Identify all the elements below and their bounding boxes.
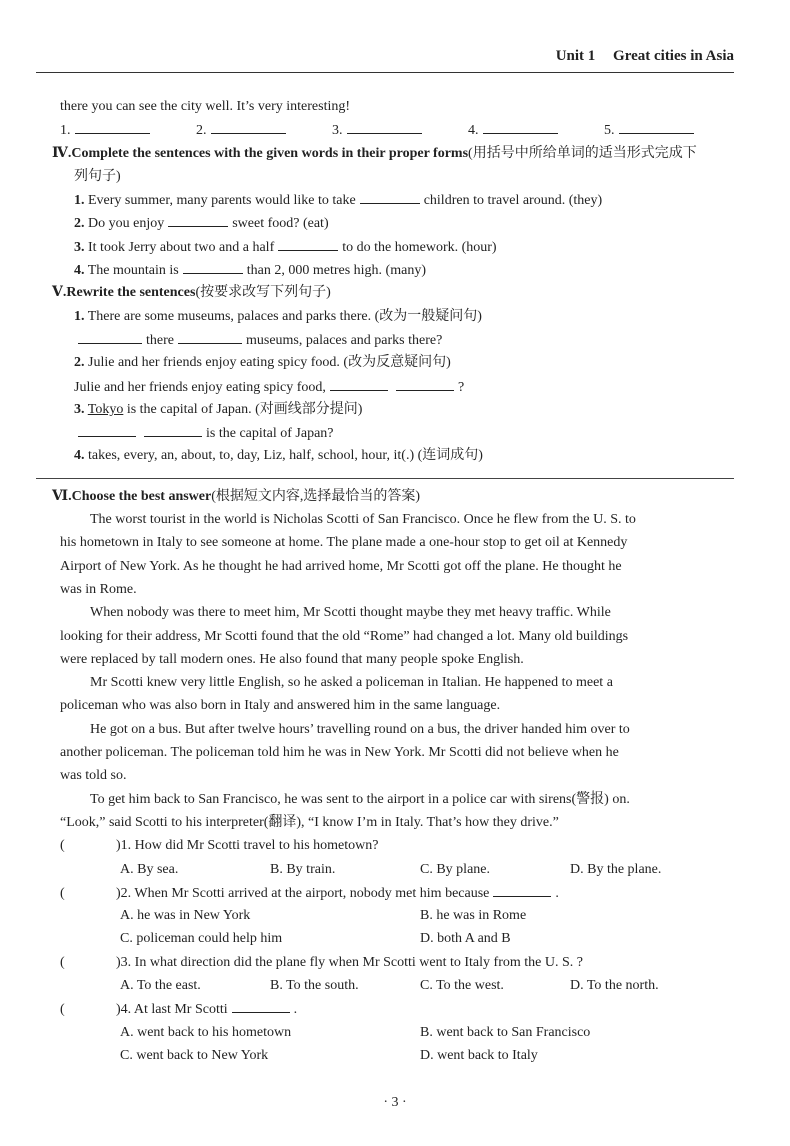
option[interactable]: D. To the north.	[570, 977, 659, 993]
answer-slot: 3.	[332, 118, 468, 141]
passage-line: The worst tourist in the world is Nicholas Scotti of San Francisco. Once he flew from the U. S. to	[90, 512, 636, 528]
section-5-heading: Ⅴ.Rewrite the sentences(按要求改写下列句子)	[52, 285, 331, 301]
question-4-options	[60, 1044, 740, 1067]
blank[interactable]	[396, 375, 454, 391]
s5-q3: 3. Tokyo is the capital of Japan. (对画线部分提问)	[74, 401, 363, 417]
blank[interactable]	[330, 375, 388, 391]
question-2-options	[60, 927, 740, 950]
blank[interactable]	[278, 235, 338, 251]
blank[interactable]	[360, 188, 420, 204]
blank[interactable]	[183, 258, 243, 274]
option[interactable]: B. he was in Rome	[420, 908, 527, 924]
option[interactable]: A. went back to his hometown	[120, 1024, 292, 1040]
question-2: ( )2. When Mr Scotti arrived at the airport, nobody met him because .	[60, 881, 740, 904]
blank[interactable]	[493, 881, 551, 897]
option[interactable]: A. To the east.	[120, 977, 201, 993]
unit-title: Great cities in Asia	[613, 48, 734, 64]
blank[interactable]	[178, 328, 242, 344]
passage-line: To get him back to San Francisco, he was sent to the airport in a police car with sirens(警报) on.	[90, 791, 630, 807]
option[interactable]: B. By train.	[270, 861, 336, 877]
option[interactable]: D. By the plane.	[570, 861, 662, 877]
option[interactable]: D. went back to Italy	[420, 1047, 538, 1063]
page-number: · 3 ·	[383, 1095, 407, 1110]
content	[52, 95, 740, 1067]
blank[interactable]	[168, 211, 228, 227]
question-1-options	[60, 858, 740, 881]
answer-blank[interactable]	[483, 118, 558, 134]
answer-paren[interactable]: (	[60, 954, 65, 970]
answer-blank[interactable]	[619, 118, 694, 134]
option[interactable]: C. By plane.	[420, 861, 490, 877]
answer-line	[36, 478, 734, 479]
s5-q2-answer: Julie and her friends enjoy eating spicy food, ?	[60, 375, 740, 398]
answer-slot: 5.	[604, 118, 740, 141]
s5-q3-answer: is the capital of Japan?	[60, 421, 740, 444]
option[interactable]: B. went back to San Francisco	[420, 1024, 591, 1040]
passage-line: When nobody was there to meet him, Mr Scotti thought maybe they met heavy traffic. While	[90, 605, 611, 621]
section-4-heading-cont: 列句子)	[74, 168, 121, 184]
option[interactable]: C. went back to New York	[120, 1047, 269, 1063]
question-3-options	[60, 974, 740, 997]
passage-line: policeman who was also born in Italy and answered him in the same language.	[60, 698, 501, 714]
option[interactable]: C. policeman could help him	[120, 931, 283, 947]
answer-paren[interactable]: (	[60, 838, 65, 854]
answer-slot: 4.	[468, 118, 604, 141]
option[interactable]: B. To the south.	[270, 977, 359, 993]
s4-item-3: 3. It took Jerry about two and a half to do the homework. (hour)	[60, 235, 740, 258]
passage-line: was told so.	[60, 768, 127, 784]
passage-line: another policeman. The policeman told him he was in New York. Mr Scotti did not believe when he	[60, 745, 619, 761]
unit-label: Unit 1	[555, 48, 596, 64]
passage-line: Mr Scotti knew very little English, so he asked a policeman in Italian. He happened to meet a	[90, 675, 613, 691]
answer-blank[interactable]	[347, 118, 422, 134]
option[interactable]: C. To the west.	[420, 977, 504, 993]
answer-slot: 1.	[60, 118, 196, 141]
question-3: ( )3. In what direction did the plane fly when Mr Scotti went to Italy from the U. S. ?	[60, 951, 740, 974]
answer-blank[interactable]	[211, 118, 286, 134]
s5-q4: 4. takes, every, an, about, to, day, Liz, half, school, hour, it(.) (连词成句)	[74, 448, 483, 464]
blank[interactable]	[78, 328, 142, 344]
top-line: there you can see the city well. It’s very interesting!	[60, 99, 351, 114]
question-1: ( )1. How did Mr Scotti travel to his hometown?	[60, 834, 740, 857]
section-6-heading: Ⅵ.Choose the best answer(根据短文内容,选择最恰当的答案)	[52, 488, 421, 504]
passage-line: was in Rome.	[60, 581, 137, 597]
blank[interactable]	[232, 997, 290, 1013]
s4-item-2: 2. Do you enjoy sweet food? (eat)	[60, 211, 740, 234]
passage-line: his hometown in Italy to see someone at home. The plane made a one-hour stop to get oil at Kennedy	[60, 535, 628, 551]
option[interactable]: A. By sea.	[120, 861, 179, 877]
question-4-options	[60, 1021, 740, 1044]
question-4: ( )4. At last Mr Scotti .	[60, 997, 740, 1020]
page-header	[36, 48, 734, 73]
option[interactable]: D. both A and B	[420, 931, 511, 947]
answer-slot: 2.	[196, 118, 332, 141]
blank[interactable]	[144, 421, 202, 437]
section-4-heading: Ⅳ.Complete the sentences with the given words in their proper forms(用括号中所给单词的适当形式完成下	[52, 145, 697, 161]
option[interactable]: A. he was in New York	[120, 908, 251, 924]
blank[interactable]	[78, 421, 136, 437]
answer-blanks	[60, 118, 740, 141]
s4-item-4: 4. The mountain is than 2, 000 metres high. (many)	[60, 258, 740, 281]
answer-blank[interactable]	[75, 118, 150, 134]
passage-line: looking for their address, Mr Scotti found that the old “Rome” had changed a lot. Many old buildings	[60, 628, 629, 644]
passage-line: Airport of New York. As he thought he had arrived home, Mr Scotti got off the plane. He thought he	[60, 558, 622, 574]
answer-paren[interactable]: (	[60, 885, 65, 901]
passage-line: “Look,” said Scotti to his interpreter(翻译), “I know I’m in Italy. That’s how they drive.”	[60, 814, 559, 830]
passage-line: He got on a bus. But after twelve hours’ travelling round on a bus, the driver handed him over to	[90, 721, 630, 737]
s5-q1-answer: there museums, palaces and parks there?	[60, 328, 740, 351]
s5-q2: 2. Julie and her friends enjoy eating spicy food. (改为反意疑问句)	[74, 355, 451, 371]
passage-line: were replaced by tall modern ones. He also found that many people spoke English.	[60, 651, 524, 667]
s4-item-1: 1. Every summer, many parents would like to take children to travel around. (they)	[60, 188, 740, 211]
answer-paren[interactable]: (	[60, 1002, 65, 1018]
question-2-options	[60, 904, 740, 927]
s5-q1: 1. There are some museums, palaces and parks there. (改为一般疑问句)	[74, 308, 482, 324]
